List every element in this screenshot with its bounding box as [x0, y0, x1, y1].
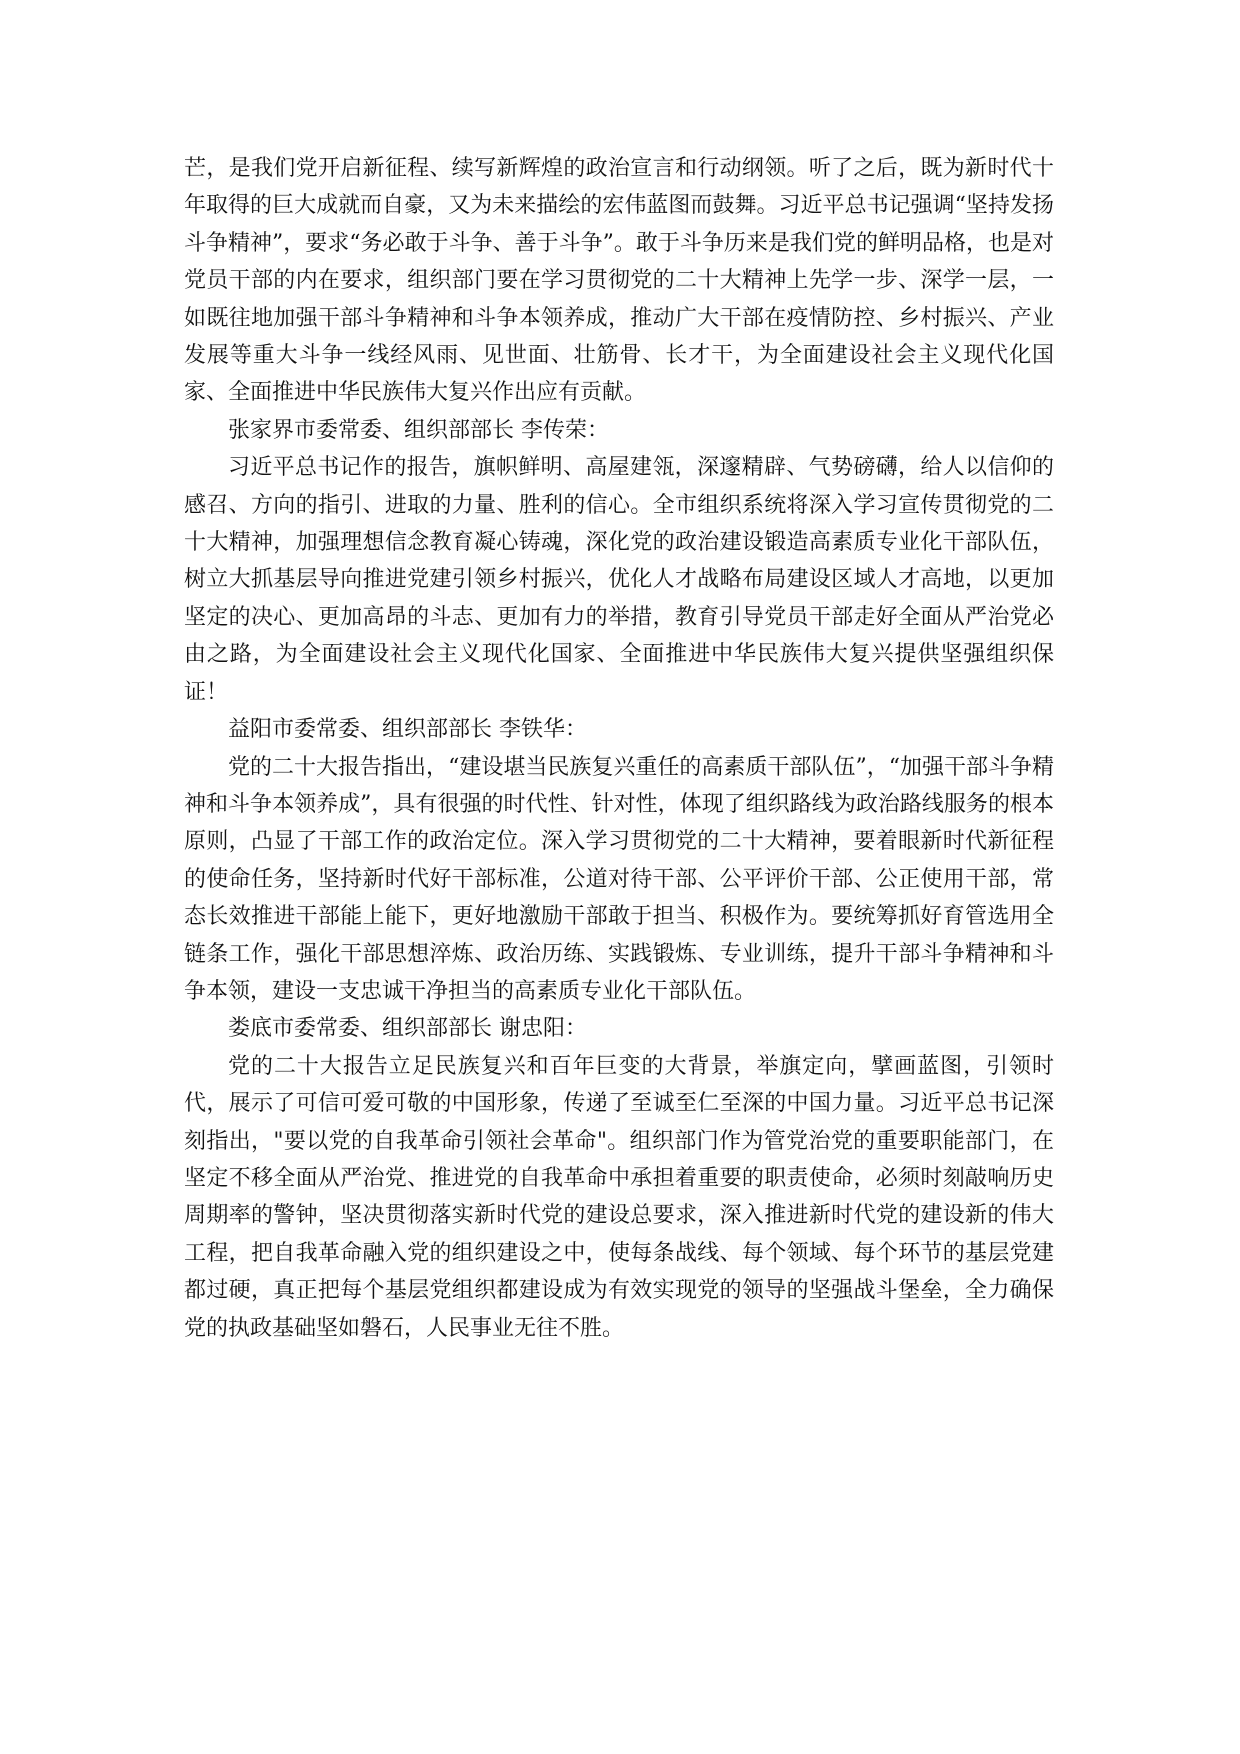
body-paragraph-3: 党的二十大报告指出，“建设堪当民族复兴重任的高素质干部队伍”，“加强干部斗争精神和斗争本领养成”，具有很强的时代性、针对性，体现了组织路线为政治路线服务的根本原则，凸显了干部工作的政治定位。深入学习贯彻党的二十大精神，要着眼新时代新征程的使命任务，坚持新时代好干部标准，公道对待干部、公平评价干部、公正使用干部，常态长效推进干部能上能下，更好地激励干部敢于担当、积极作为。要统筹抓好育管选用全链条工作，强化干部思想淬炼、政治历练、实践锻炼、专业训练，提升干部斗争精神和斗争本领，建设一支忠诚干净担当的高素质专业化干部队伍。 — [184, 754, 1054, 1004]
speaker-line-yiyang: 益阳市委常委、组织部部长 李铁华： — [228, 717, 587, 743]
body-paragraph-1: 芒，是我们党开启新征程、续写新辉煌的政治宣言和行动纲领。听了之后，既为新时代十年取得的巨大成就而自豪，又为未来描绘的宏伟蓝图而鼓舞。习近平总书记强调“坚持发扬斗争精神”，要求“务必敢于斗争、善于斗争”。敢于斗争历来是我们党的鲜明品格，也是对党员干部的内在要求，组织部门要在学习贯彻党的二十大精神上先学一步、深学一层，一如既往地加强干部斗争精神和斗争本领养成，推动广大干部在疫情防控、乡村振兴、产业发展等重大斗争一线经风雨、见世面、壮筋骨、长才干，为全面建设社会主义现代化国家、全面推进中华民族伟大复兴作出应有贡献。 — [184, 156, 1054, 406]
document-page — [184, 150, 1054, 1347]
body-paragraph-2: 习近平总书记作的报告，旗帜鲜明、高屋建瓴，深邃精辟、气势磅礴，给人以信仰的感召、方向的指引、进取的力量、胜利的信心。全市组织系统将深入学习宣传贯彻党的二十大精神，加强理想信念教育凝心铸魂，深化党的政治建设锻造高素质专业化干部队伍，树立大抓基层导向推进党建引领乡村振兴，优化人才战略布局建设区域人才高地，以更加坚定的决心、更加高昂的斗志、更加有力的举措，教育引导党员干部走好全面从严治党必由之路，为全面建设社会主义现代化国家、全面推进中华民族伟大复兴提供坚强组织保证！ — [184, 455, 1054, 705]
speaker-line-loudi: 娄底市委常委、组织部部长 谢忠阳： — [228, 1016, 587, 1042]
body-paragraph-4: 党的二十大报告立足民族复兴和百年巨变的大背景，举旗定向，擘画蓝图，引领时代，展示了可信可爱可敬的中国形象，传递了至诚至仁至深的中国力量。习近平总书记深刻指出，"要以党的自我革命引领社会革命"。组织部门作为管党治党的重要职能部门，在坚定不移全面从严治党、推进党的自我革命中承担着重要的职责使命，必须时刻敲响历史周期率的警钟，坚决贯彻落实新时代党的建设总要求，深入推进新时代党的建设新的伟大工程，把自我革命融入党的组织建设之中，使每条战线、每个领域、每个环节的基层党建都过硬，真正把每个基层党组织都建设成为有效实现党的领导的坚强战斗堡垒，全力确保党的执政基础坚如磐石，人民事业无往不胜。 — [184, 1053, 1054, 1341]
speaker-line-zhangjiajie: 张家界市委常委、组织部部长 李传荣： — [228, 417, 609, 443]
